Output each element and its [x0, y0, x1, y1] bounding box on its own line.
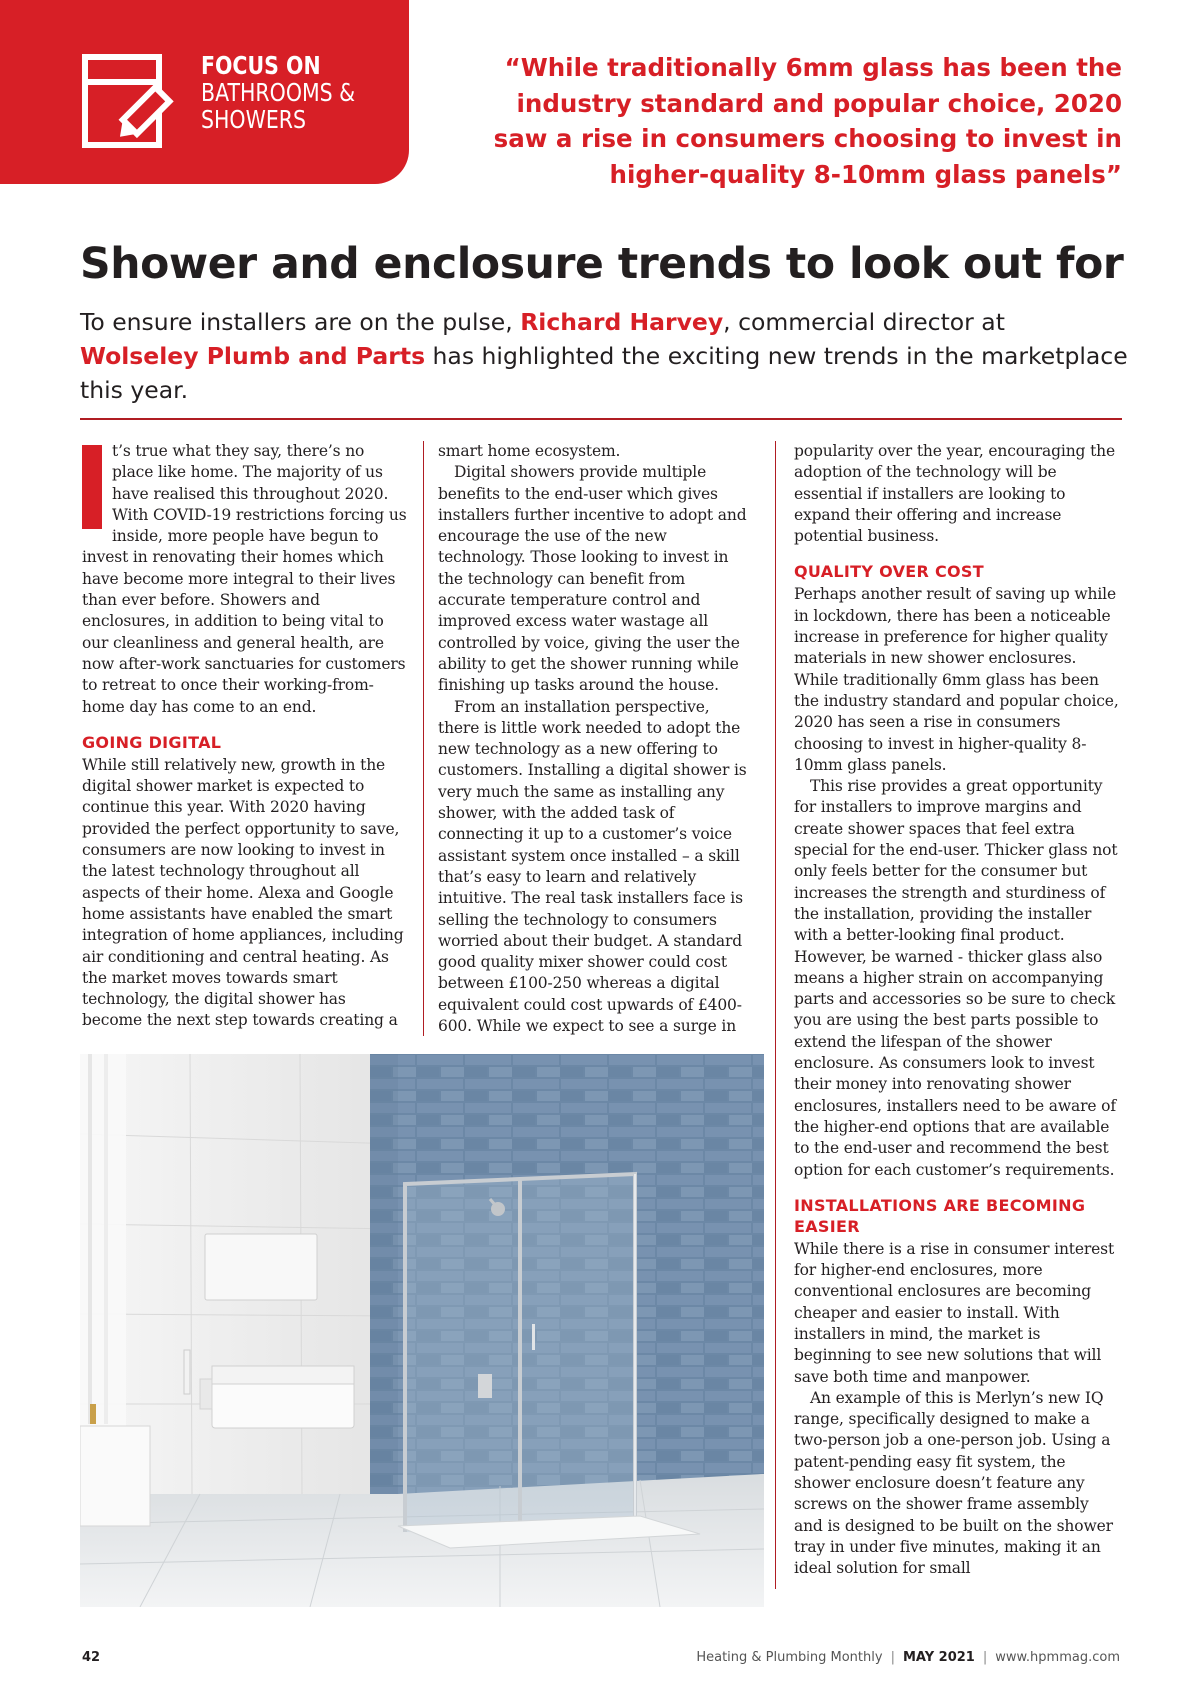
col2-paragraph-2: Digital showers provide multiple benefits to the end-user which gives installers further incentive to adopt and encourage the use of the new technology. Those looking to invest in the technology can benefit from accurate temperature control and improved excess water wastage all controlled by voice, giving the user the ability to get the shower running while finishing up tasks around the house.	[438, 463, 747, 695]
shower-enclosure-photo	[80, 1054, 764, 1607]
pencil-note-icon	[82, 54, 182, 150]
section-tab-line1: FOCUS ON	[201, 51, 321, 80]
column-divider-2	[775, 441, 776, 1589]
section-tab-line2: BATHROOMS &	[201, 78, 356, 107]
subhead-installations-easier: INSTALLATIONS ARE BECOMING EASIER	[794, 1195, 1086, 1236]
footer-separator: |	[890, 1650, 895, 1665]
section-tab-line3: SHOWERS	[201, 105, 307, 134]
standfirst-text-3: has highlighted the exciting new trends in the marketplace this year.	[80, 342, 1128, 404]
standfirst-text-2: , commercial director at	[723, 308, 1005, 336]
website-link[interactable]: www.hpmmag.com	[995, 1650, 1120, 1665]
bathroom-illustration	[80, 1054, 764, 1607]
col2-paragraph-1: smart home ecosystem.	[438, 442, 621, 460]
column-divider-1	[423, 441, 424, 1036]
drop-cap-i	[82, 445, 102, 529]
author-name: Richard Harvey	[520, 308, 724, 336]
standfirst	[80, 305, 1130, 407]
company-name: Wolseley Plumb and Parts	[80, 342, 426, 370]
issue-date: MAY 2021	[902, 1650, 975, 1665]
col3-paragraph-5: An example of this is Merlyn’s new IQ range, specifically designed to make a two-person job a one-person job. Using a patent-pending easy fit system, the shower enclosure doesn’t feature any screws on the shower frame assembly and is designed to be built on the shower tray in under five minutes, making it an ideal solution for small	[794, 1388, 1113, 1578]
article-column-2	[438, 441, 750, 1037]
col3-paragraph-1: popularity over the year, encouraging the adoption of the technology will be essential if installers are looking to expand their offering and increase potential business.	[794, 442, 1116, 546]
col1-paragraph-1: t’s true what they say, there’s no place like home. The majority of us have realised this throughout 2020. With COVID-19 restrictions forcing us inside, more people have begun to invest in renovating their homes which have become more integral to their lives than ever before. Showers and enclosures, in addition to being vital to our cleanliness and general health, are now after-work sanctuaries for customers to retreat to once their working-from-home day has come to an end.	[82, 442, 407, 716]
publication-name: Heating & Plumbing Monthly	[696, 1650, 883, 1665]
subhead-quality-over-cost: QUALITY OVER COST	[794, 562, 984, 582]
col1-paragraph-2: While still relatively new, growth in the digital shower market is expected to continue this year. With 2020 having provided the perfect opportunity to save, consumers are now looking to invest in the latest technology throughout all aspects of their home. Alexa and Google home assistants have enabled the smart integration of home appliances, including air conditioning and central heating. As the market moves towards smart technology, the digital shower has become the next step towards creating a	[82, 755, 404, 1030]
article-column-3	[794, 441, 1122, 1580]
page-number: 42	[82, 1650, 101, 1665]
section-tab	[0, 0, 409, 184]
standfirst-text-1: To ensure installers are on the pulse,	[80, 308, 521, 336]
subhead-going-digital: GOING DIGITAL	[82, 732, 222, 752]
col2-paragraph-3: From an installation perspective, there is little work needed to adopt the new technology as a new offering to customers. Installing a digital shower is very much the same as installing any shower, with the added task of connecting it up to a customer’s voice assistant system once installed – a skill that’s easy to learn and relatively intuitive. The real task installers face is selling the technology to consumers worried about their budget. A standard good quality mixer shower could cost between £100-250 whereas a digital equivalent could cost upwards of £400-600. While we expect to see a surge in	[438, 697, 747, 1036]
footer-separator: |	[982, 1650, 988, 1665]
article-column-1	[82, 441, 408, 1032]
col3-paragraph-3: This rise provides a great opportunity for installers to improve margins and create shower spaces that feel extra special for the end-user. Thicker glass not only feels better for the consumer but increases the strength and sturdiness of the installation, providing the installer with a better-looking final product. However, be warned - thicker glass also means a higher strain on accompanying parts and accessories so be sure to check you are using the best parts possible to extend the lifespan of the shower enclosure. As consumers look to invest their money into renovating shower enclosures, installers need to be aware of the higher-end options that are available to the end-user and recommend the best option for each customer’s requirements.	[794, 777, 1118, 1179]
col3-paragraph-2: Perhaps another result of saving up while in lockdown, there has been a noticeable increase in preference for higher quality materials in new shower enclosures. While traditionally 6mm glass has been the industry standard and popular choice, 2020 has seen a rise in consumers choosing to invest in higher-quality 8-10mm glass panels.	[794, 585, 1119, 774]
headline-divider	[80, 418, 1122, 420]
section-tab-label	[201, 52, 355, 133]
pull-quote: “While traditionally 6mm glass has been the industry standard and popular choice, 2020 saw a rise in consumers choosing to invest in higher-quality 8-10mm glass panels”	[493, 53, 1122, 189]
headline: Shower and enclosure trends to look out for	[80, 240, 1124, 289]
footer-publication-info	[696, 1650, 1120, 1665]
col3-paragraph-4: While there is a rise in consumer interest for higher-end enclosures, more conventional enclosures are becoming cheaper and easier to install. With installers in mind, the market is beginning to see new solutions that will save both time and manpower.	[794, 1239, 1115, 1386]
